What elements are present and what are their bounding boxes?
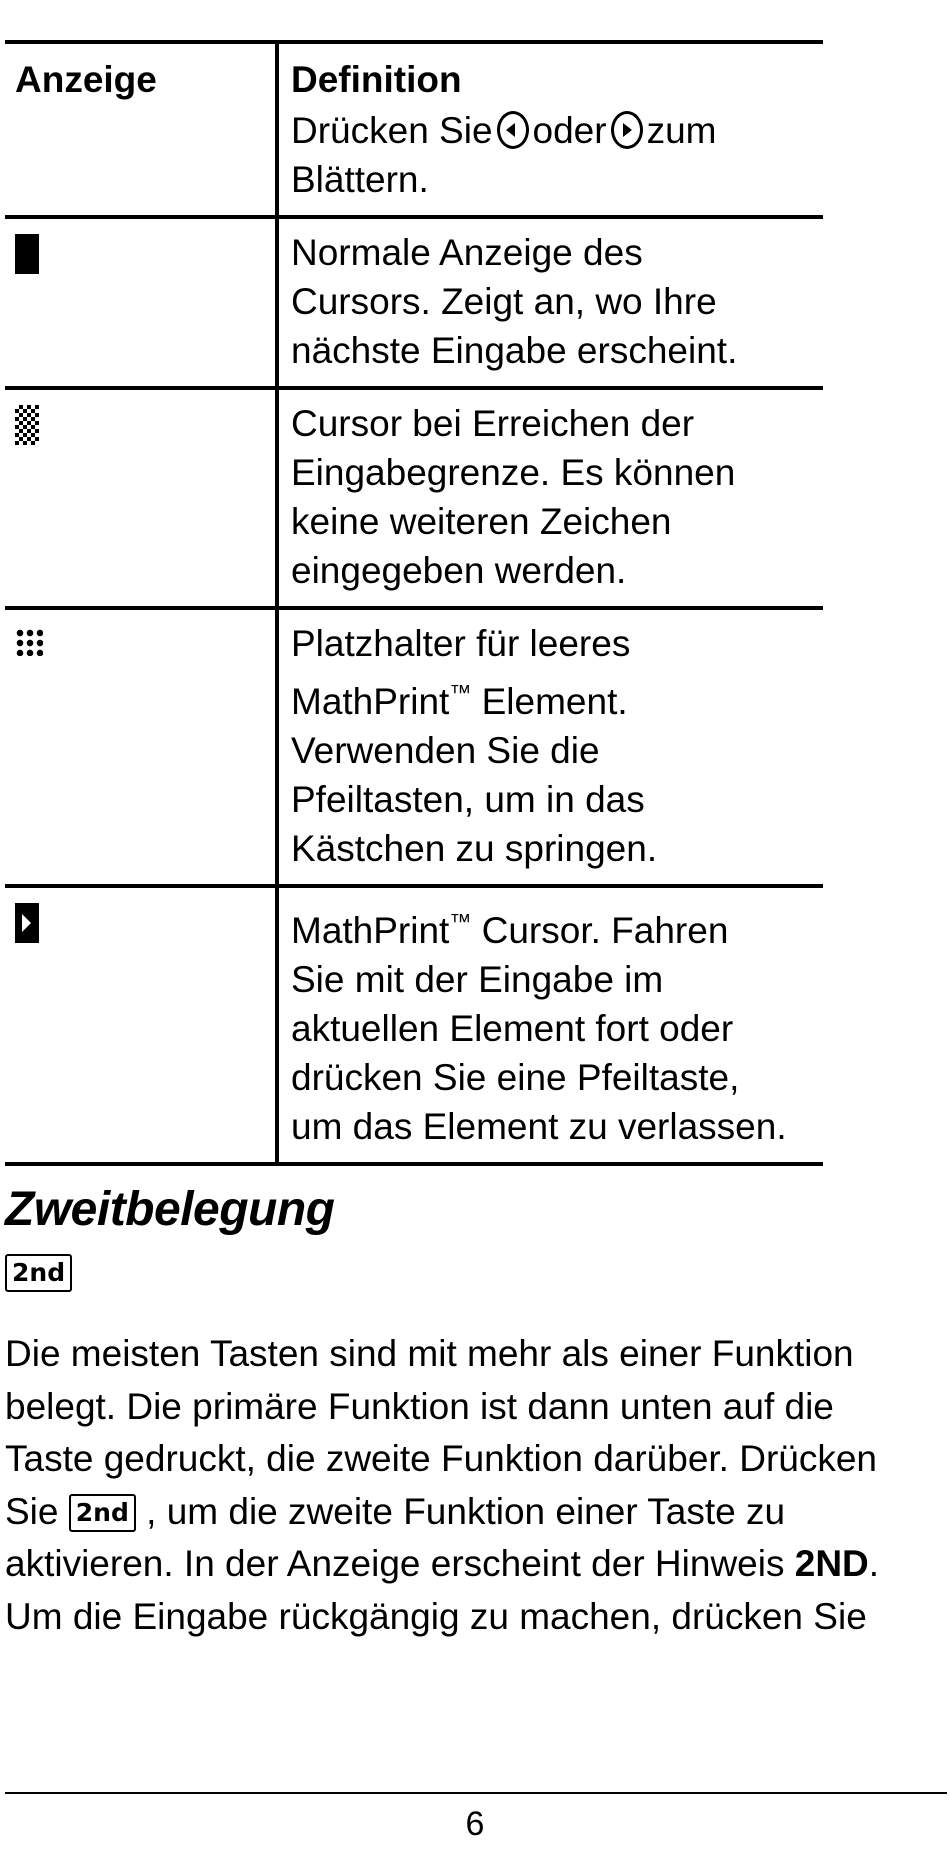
definition-text: Blättern. (291, 159, 429, 200)
placeholder-dots-icon (15, 628, 43, 656)
body-paragraph: Die meisten Tasten sind mit mehr als einer Funktion belegt. Die primäre Funktion ist dann unten auf die Taste gedruckt, die zweite Funktion darüber. Drücken Sie 2nd , um die zweite Funktion einer Taste zu aktivieren. In der Anzeige erscheint der Hinweis 2ND. Um die Eingabe rückgängig zu machen, drücken Sie (5, 1333, 880, 1637)
footer-divider (5, 1792, 947, 1794)
header-definition: Definition (277, 42, 823, 104)
left-arrow-key-icon (497, 111, 529, 149)
second-key-icon: 2nd (69, 1494, 136, 1532)
mathprint-cursor-icon (15, 903, 39, 943)
definition-text: oder (532, 110, 607, 151)
definition-text: Drücken Sie (291, 110, 493, 151)
row-definition: Platzhalter für leeres MathPrint™ Element. Verwenden Sie die Pfeiltasten, um in das Kästchen zu springen. (277, 608, 823, 886)
table-header-row (5, 42, 823, 104)
row-definition: Cursor bei Erreichen der Eingabegrenze. Es können keine weiteren Zeichen eingegeben werden. (277, 388, 823, 608)
block-cursor-icon (15, 234, 39, 274)
row-definition (277, 104, 823, 217)
second-key-icon (5, 1254, 72, 1292)
display-definition-table (5, 40, 823, 1166)
right-arrow-key-icon (611, 111, 643, 149)
checkered-cursor-icon (15, 405, 39, 445)
table-row (5, 217, 823, 388)
row-definition: MathPrint™ Cursor. Fahren Sie mit der Eingabe im aktuellen Element fort oder drücken Sie eine Pfeiltaste, um das Element zu verlassen. (277, 886, 823, 1164)
row-definition: Normale Anzeige des Cursors. Zeigt an, wo Ihre nächste Eingabe erscheint. (277, 217, 823, 388)
definition-text: zum (646, 110, 717, 151)
table-row (5, 388, 823, 608)
table-row (5, 104, 823, 217)
header-anzeige: Anzeige (5, 42, 277, 104)
key-label: 2nd (5, 1254, 72, 1292)
table-row (5, 608, 823, 886)
indicator-2nd: 2ND (794, 1543, 869, 1584)
page-number: 6 (465, 1805, 485, 1843)
row-icon-cell (5, 104, 277, 217)
section-heading: Zweitbelegung (5, 1183, 335, 1236)
table-row (5, 886, 823, 1164)
